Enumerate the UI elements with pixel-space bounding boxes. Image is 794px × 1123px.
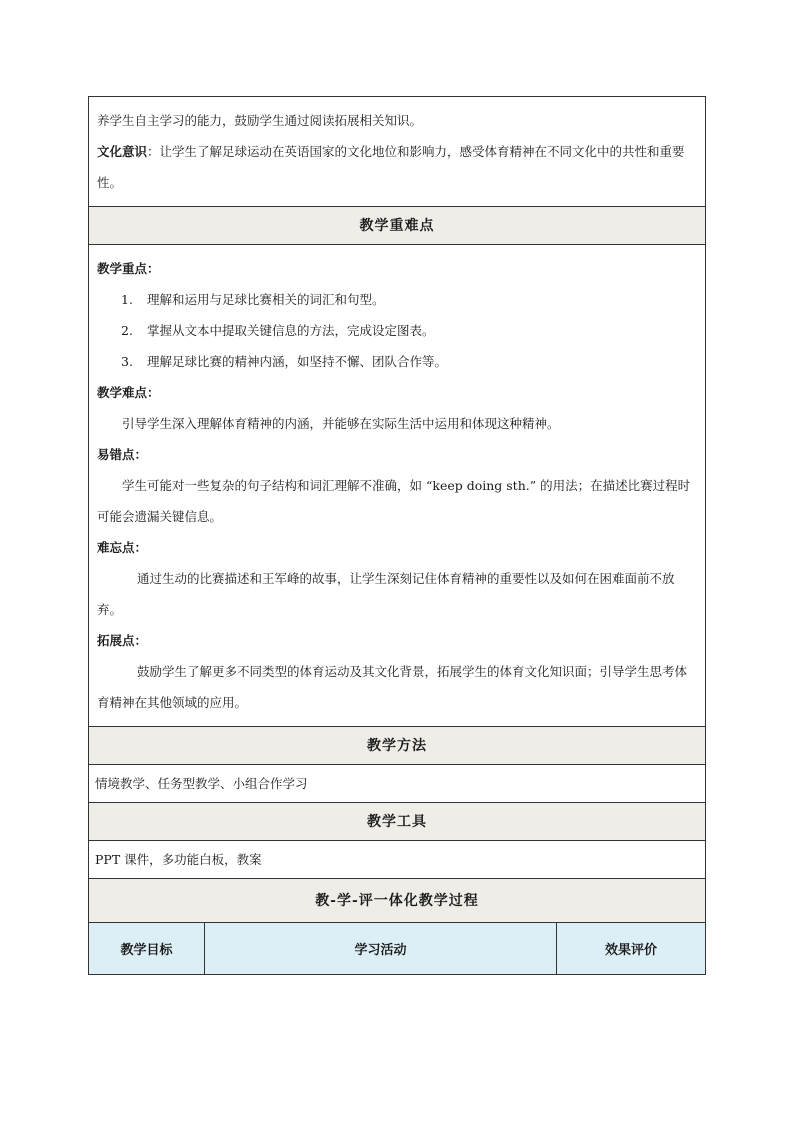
focus-item-text: 理解和运用与足球比赛相关的词汇和句型。 <box>147 292 385 307</box>
hard-text: 引导学生深入理解体育精神的内涵，并能够在实际生活中运用和体现这种精神。 <box>122 416 560 431</box>
focus-item-text: 掌握从文本中提取关键信息的方法，完成设定图表。 <box>147 323 435 338</box>
column-header-objective: 教学目标 <box>89 923 205 974</box>
objectives-continuation <box>89 97 705 207</box>
memo-text: 通过生动的比赛描述和王军峰的故事，让学生深刻记住体育精神的重要性以及如何在困难面前不放弃。 <box>97 571 675 617</box>
culture-label: 文化意识 <box>97 144 148 159</box>
lesson-plan-table <box>88 96 706 975</box>
memo-label: 难忘点： <box>97 540 148 555</box>
focus-label: 教学重点： <box>97 261 160 276</box>
section-heading-tools: 教学工具 <box>89 803 705 841</box>
difficulty-content <box>89 245 705 727</box>
objective-text: 养学生自主学习的能力，鼓励学生通过阅读拓展相关知识。 <box>97 113 423 128</box>
tools-text: PPT 课件，多功能白板，教案 <box>89 841 705 879</box>
method-text: 情境教学、任务型教学、小组合作学习 <box>89 765 705 803</box>
section-heading-process: 教-学-评一体化教学过程 <box>89 879 705 923</box>
focus-item-num: 2. <box>121 323 133 338</box>
section-heading-method: 教学方法 <box>89 727 705 765</box>
focus-item <box>97 315 697 346</box>
expand-text: 鼓励学生了解更多不同类型的体育运动及其文化背景，拓展学生的体育文化知识面；引导学生思考体育精神在其他领域的应用。 <box>97 664 688 710</box>
error-text: 学生可能对一些复杂的句子结构和词汇理解不准确，如 “keep doing sth.” 的用法；在描述比赛过程时可能会遗漏关键信息。 <box>97 478 691 524</box>
focus-item-num: 1. <box>121 292 133 307</box>
hard-label: 教学难点： <box>97 385 160 400</box>
column-header-evaluation: 效果评价 <box>604 943 657 958</box>
culture-text: ：让学生了解足球运动在英语国家的文化地位和影响力，感受体育精神在不同文化中的共性和重要性。 <box>97 144 685 190</box>
section-heading-difficulty: 教学重难点 <box>89 207 705 245</box>
focus-item-text: 理解足球比赛的精神内涵，如坚持不懈、团队合作等。 <box>147 354 448 369</box>
error-label: 易错点： <box>97 447 148 462</box>
process-column-headers <box>89 923 705 974</box>
focus-item <box>97 284 697 315</box>
focus-item-num: 3. <box>121 354 133 369</box>
culture-objective <box>97 136 697 198</box>
expand-label: 拓展点： <box>97 633 148 648</box>
focus-item <box>97 346 697 377</box>
column-header-activity: 学习活动 <box>205 923 557 974</box>
